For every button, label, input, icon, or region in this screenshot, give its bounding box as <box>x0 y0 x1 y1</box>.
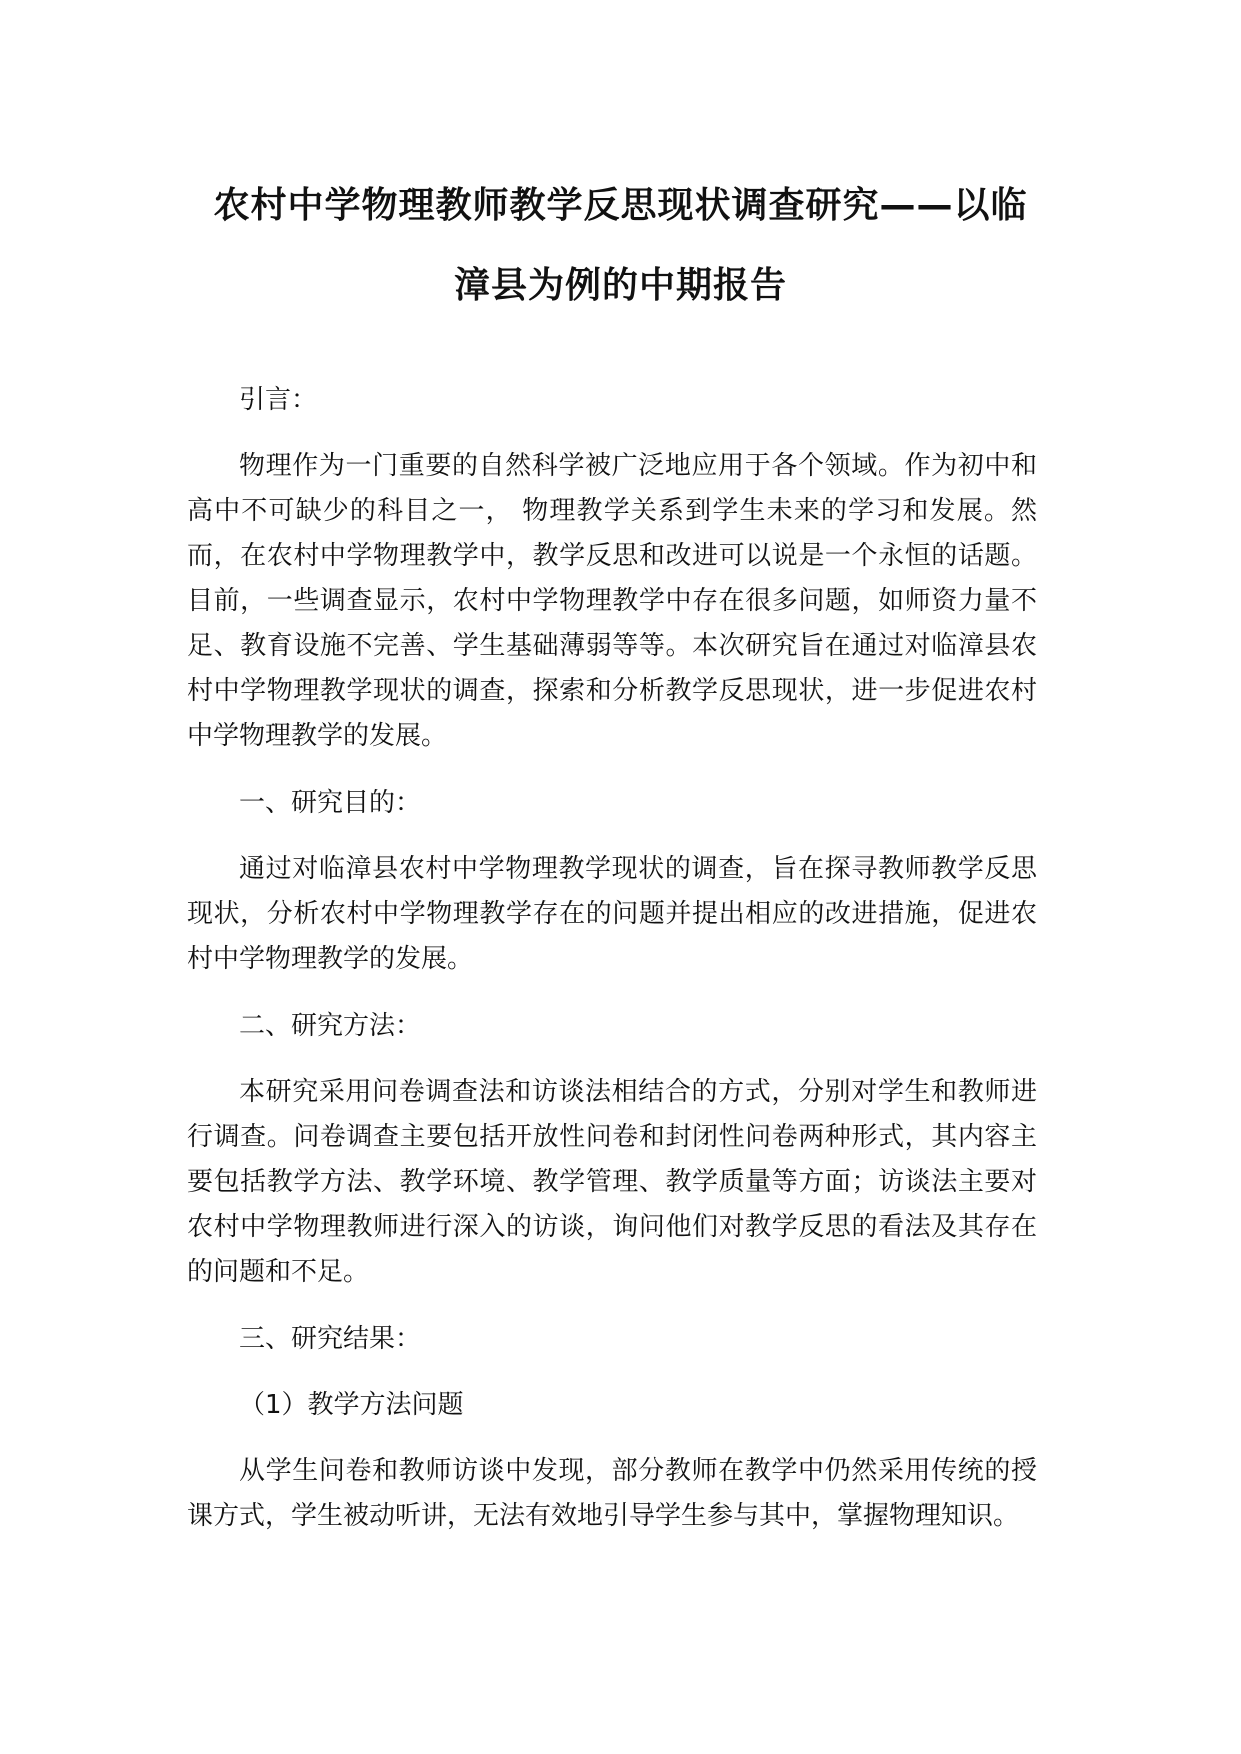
section-2-paragraph: 本研究采用问卷调查法和访谈法相结合的方式，分别对学生和教师进行调查。问卷调查主要包括开放性问卷和封闭性问卷两种形式，其内容主要包括教学方法、教学环境、教学管理、教学质量等方面；访谈法主要对农村中学物理教师进行深入的访谈，询问他们对教学反思的看法及其存在的问题和不足。 <box>187 1077 1037 1287</box>
document-title-line-2: 漳县为例的中期报告 <box>453 265 787 306</box>
document-title-line-1: 农村中学物理教师教学反思现状调查研究——以临 <box>213 185 1028 226</box>
section-1-paragraph: 通过对临漳县农村中学物理教学现状的调查，旨在探寻教师教学反思现状，分析农村中学物理教学存在的问题并提出相应的改进措施，促进农村中学物理教学的发展。 <box>187 854 1037 974</box>
intro-paragraph: 物理作为一门重要的自然科学被广泛地应用于各个领域。作为初中和高中不可缺少的科目之一， 物理教学关系到学生未来的学习和发展。然而，在农村中学物理教学中，教学反思和改进可以说是一个永恒的话题。目前，一些调查显示，农村中学物理教学中存在很多问题，如师资力量不足、教育设施不完善、学生基础薄弱等等。本次研究旨在通过对临漳县农村中学物理教学现状的调查，探索和分析教学反思现状，进一步促进农村中学物理教学的发展。 <box>187 451 1037 751</box>
section-3-subheading-1: （1）教学方法问题 <box>239 1390 464 1420</box>
section-1-heading: 一、研究目的： <box>239 788 422 818</box>
document-body <box>187 378 1037 1561</box>
section-2-heading: 二、研究方法： <box>239 1011 422 1041</box>
intro-heading: 引言： <box>239 385 318 415</box>
section-3-sub-1-paragraph: 从学生问卷和教师访谈中发现，部分教师在教学中仍然采用传统的授课方式，学生被动听讲，无法有效地引导学生参与其中，掌握物理知识。 <box>187 1456 1037 1531</box>
section-3-heading: 三、研究结果： <box>239 1324 422 1354</box>
